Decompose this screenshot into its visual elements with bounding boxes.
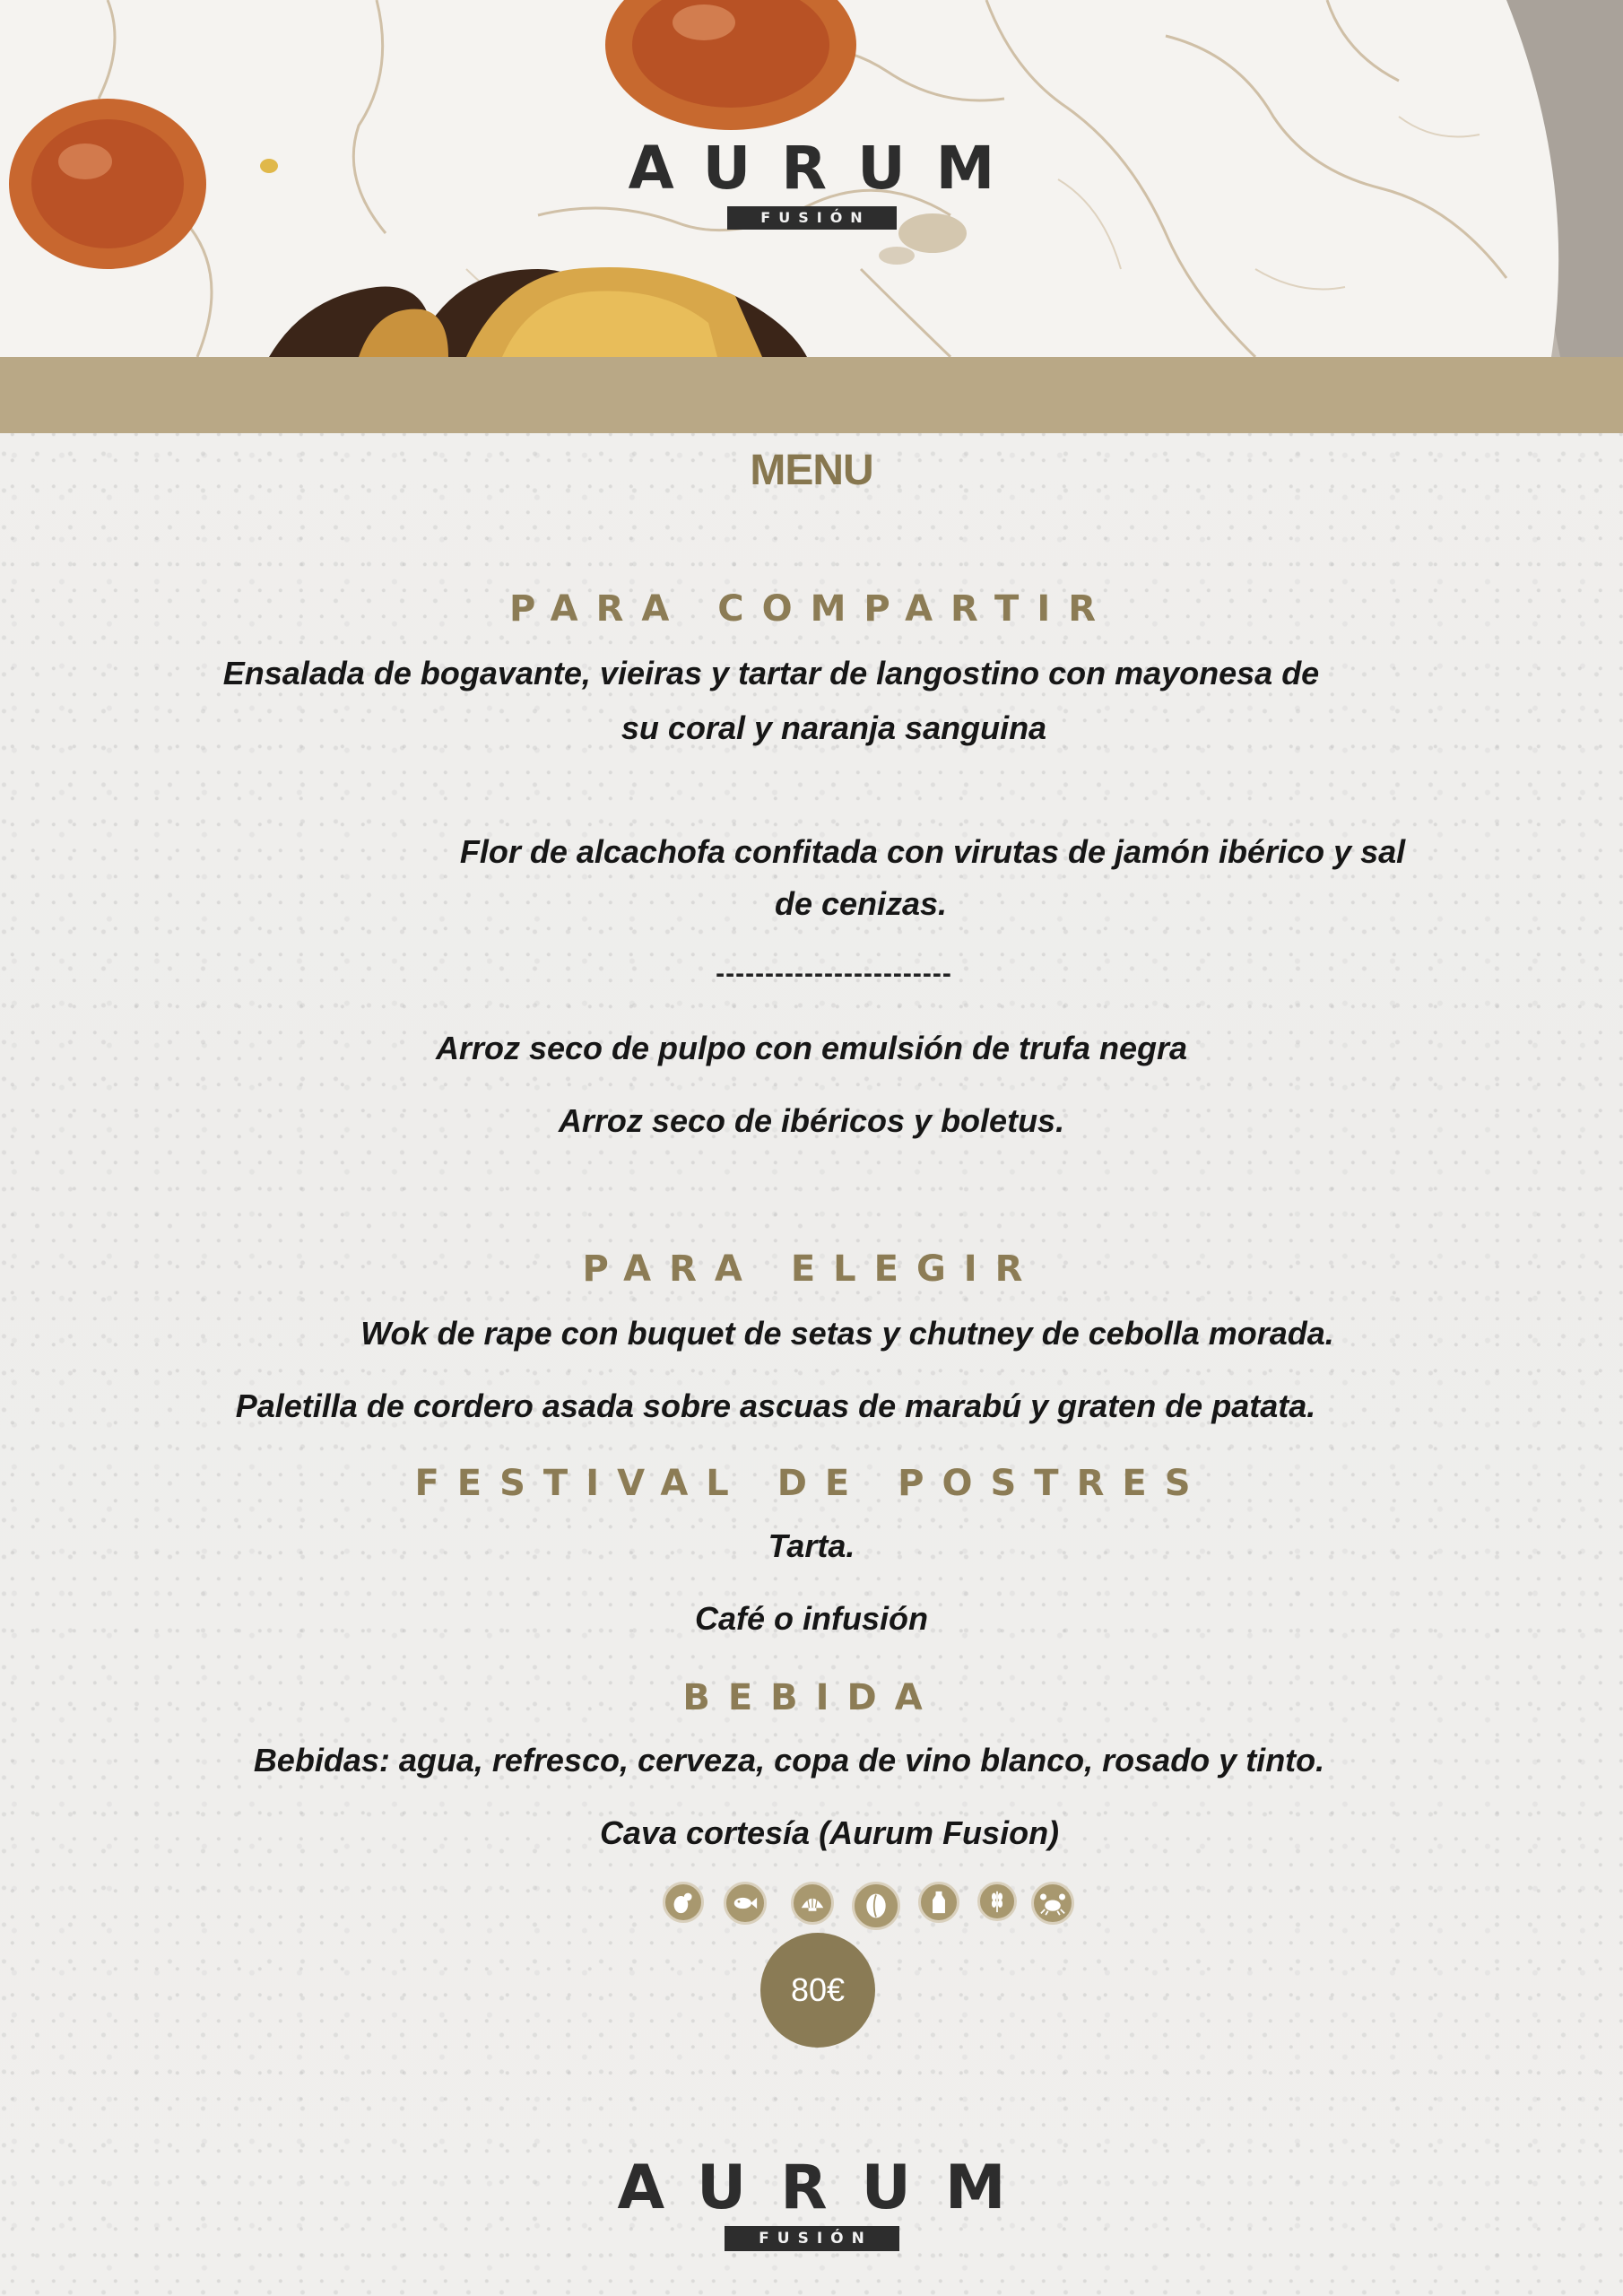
dish-line: su coral y naranja sanguina [621,709,1047,746]
milk-icon [918,1882,959,1923]
brand-name: AURUM [628,134,1026,203]
dish-line: de cenizas. [774,885,948,922]
section-heading-para-elegir: PARA ELEGIR [582,1248,1041,1290]
price-badge: 80€ [760,1933,875,2048]
dish-line: Ensalada de bogavante, vieiras y tartar de langostino con mayonesa de [222,655,1320,691]
brand-logo-top [0,135,1623,230]
section-heading-festival-de-postres: FESTIVAL DE POSTRES [414,1463,1209,1504]
crustacean-icon [1031,1882,1074,1925]
dish-line: Café o infusión [695,1600,928,1637]
dish-line: Wok de rape con buquet de setas y chutney de cebolla morada. [360,1315,1334,1352]
separator-line: ------------------------ [716,959,952,988]
dish-line: Arroz seco de pulpo con emulsión de trufa negra [435,1030,1188,1066]
accent-band [0,357,1623,433]
brand-logo-bottom [0,2152,1623,2251]
section-heading-bebida: BEBIDA [682,1677,941,1718]
dish-line: Flor de alcachofa confitada con virutas de jamón ibérico y sal [459,833,1406,870]
dish-line: Cava cortesía (Aurum Fusion) [599,1814,1060,1851]
brand-subtitle: FUSIÓN [727,206,897,230]
egg-icon [663,1882,704,1923]
dish-line: Arroz seco de ibéricos y boletus. [558,1102,1065,1139]
hero-food-photo [0,0,1623,357]
shellfish-icon [791,1882,834,1925]
fish-icon [724,1882,767,1925]
dish-line: Bebidas: agua, refresco, cerveza, copa de vino blanco, rosado y tinto. [253,1742,1325,1779]
section-heading-para-compartir: PARA COMPARTIR [508,588,1115,630]
gluten-icon [977,1882,1017,1921]
dish-line: Tarta. [768,1527,855,1564]
dish-line: Paletilla de cordero asada sobre ascuas de marabú y graten de patata. [235,1387,1316,1424]
brand-subtitle: FUSIÓN [725,2226,899,2251]
nuts-icon [852,1882,900,1930]
menu-title: MENU [750,447,873,494]
brand-name: AURUM [617,2152,1040,2223]
